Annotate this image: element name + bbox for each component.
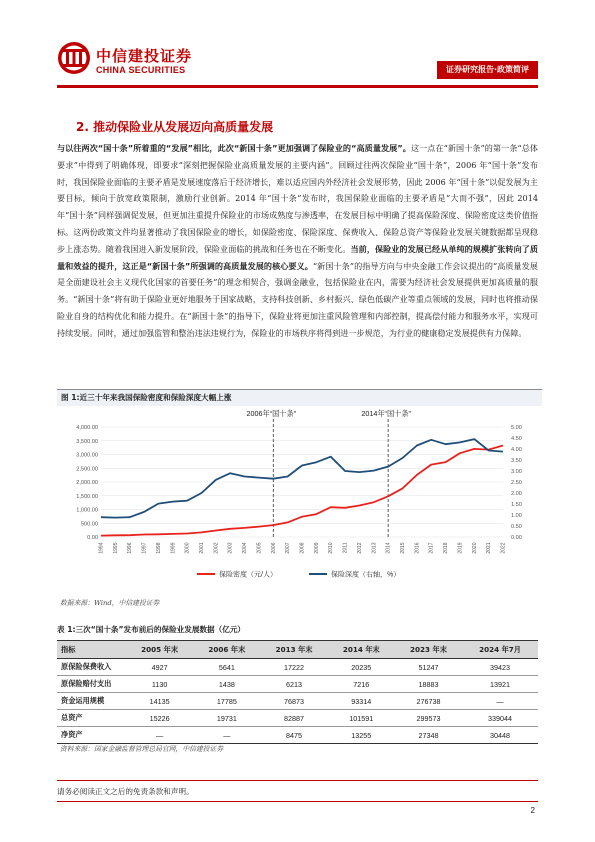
- table-title: 表 1:三次“国十条”发布前后的保险业发展数据（亿元）: [57, 625, 246, 634]
- x-tick-label: 2019: [457, 542, 464, 554]
- y-right-tick-label: 2.50: [511, 480, 522, 486]
- legend-label: 保险深度（右轴，%）: [331, 571, 401, 579]
- y-left-tick-label: 1,000.00: [76, 507, 98, 514]
- y-left-tick-label: 500.00: [80, 521, 98, 528]
- table-cell: 17785: [193, 693, 260, 710]
- y-left-tick-label: 1,500.00: [76, 493, 98, 500]
- paragraph-text: 这一点在“新国十条”的第一条“总体要求”中得到了明确体现，即要求“深刻把握保险业高质量发展的主要内涵”。回顾过往两次保险业“国十条”，2006 年“国十条”发布时，我国保险业面临的主要矛盾是发展速度落后于经济增长，难以适应国内外经济社会发展形势，因此 2006 年“国十条”以促发展为主要目标，倾向于放宽政策限制，激励行业创新。2014 年“国十条”发布时，我国保险业面临的主要矛盾是“大而不强”，因此 2014 年“国十条”同样强调促发展，但更加注重提升保险业的市场成熟度与渗透率，在发展目标中明确了提高保险深度、保险密度这类价值指标。这两份政策文件均显著推动了我国保险业的增长，如保险密度、保险深度、保费收入、保险总资产等保险业发展关键数据都呈现稳步上涨态势。随着我国进入新发展阶段，保险业面临的挑战和任务也在不断变化。: [57, 143, 538, 254]
- table-cell: 7216: [328, 676, 395, 693]
- header-divider: [57, 85, 538, 88]
- brand-name-cn: 中信建投证券: [96, 47, 193, 65]
- row-label: 原保险保费收入: [57, 659, 126, 676]
- table-cell: 1438: [193, 676, 260, 693]
- table-cell: 101591: [328, 710, 395, 727]
- table-cell: 15226: [126, 710, 193, 727]
- table-cell: —: [193, 727, 260, 744]
- column-header: 2005 年末: [126, 641, 193, 659]
- x-tick-label: 2017: [428, 542, 435, 554]
- table-cell: 27348: [395, 727, 462, 744]
- y-right-tick-label: 5.00: [511, 425, 522, 431]
- x-tick-label: 2020: [471, 542, 478, 554]
- annotation-label: 2006年“国十条”: [246, 409, 297, 418]
- y-right-tick-label: 4.50: [511, 436, 522, 442]
- x-tick-label: 2010: [328, 542, 335, 554]
- table-row: [57, 693, 538, 710]
- y-right-tick-label: 4.00: [511, 447, 522, 453]
- table-cell: 20235: [328, 659, 395, 676]
- brand-name-en: CHINA SECURITIES: [96, 65, 186, 75]
- table-cell: 76873: [260, 693, 327, 710]
- table-cell: 4927: [126, 659, 193, 676]
- x-tick-label: 2014: [385, 542, 392, 554]
- series-line-1: [101, 439, 503, 517]
- x-tick-label: 2013: [371, 542, 378, 554]
- table-cell: 1130: [126, 676, 193, 693]
- table-cell: 82887: [260, 710, 327, 727]
- insurance-data-table: [57, 640, 538, 744]
- x-tick-label: 2008: [299, 542, 306, 554]
- table-cell: 5641: [193, 659, 260, 676]
- table-cell: 30448: [462, 727, 538, 744]
- table-cell: —: [126, 727, 193, 744]
- y-right-tick-label: 1.00: [511, 513, 522, 519]
- table-cell: —: [462, 693, 538, 710]
- column-header: 2023 年末: [395, 641, 462, 659]
- series-line-0: [101, 446, 503, 536]
- y-left-tick-label: 4,000.00: [76, 425, 98, 431]
- row-label: 原保险赔付支出: [57, 676, 126, 693]
- x-tick-label: 2009: [313, 542, 320, 554]
- annotation-label: 2014年“国十条”: [361, 409, 411, 418]
- table-cell: 6213: [260, 676, 327, 693]
- x-tick-label: 2007: [285, 542, 292, 554]
- table-row: [57, 659, 538, 676]
- x-tick-label: 1994: [98, 542, 105, 554]
- y-left-tick-label: 0.00: [87, 535, 98, 541]
- x-tick-label: 2001: [199, 542, 205, 554]
- y-left-tick-label: 2,000.00: [76, 480, 98, 486]
- paragraph-text: “新国十条”的指导方向与中央金融工作会议提出的“高质量发展是全面建设社会主义现代化国家的首要任务”的理念相契合，强调金融业，包括保险业在内，需要为经济社会发展提供更加高质量的服务。“新国十条”将有助于保险业更好地服务于国家战略，支持科技创新、乡村振兴、绿色低碳产业等重点领域的发展，同时也将推动保险业自身的结构优化和能力提升。在“新国十条”的指导下，保险业将更加注重风险管理和内部控制，提高偿付能力和服务水平，实现可持续发展。同时，通过加强监管和整治违法违规行为，保险业的市场秩序将得到进一步规范，为行业的健康稳定发展提供有力保障。: [57, 260, 538, 338]
- y-right-tick-label: 0.00: [511, 535, 522, 541]
- legend-label: 保险密度（元/人）: [219, 571, 277, 579]
- table-cell: 93314: [328, 693, 395, 710]
- table-cell: 299573: [395, 710, 462, 727]
- x-tick-label: 1997: [141, 542, 148, 554]
- row-label: 总资产: [57, 710, 126, 727]
- x-tick-label: 2005: [256, 542, 263, 554]
- report-type-tag: 证券研究报告·政策简评: [437, 61, 538, 79]
- column-header: 2006 年末: [193, 641, 260, 659]
- y-left-tick-label: 3,500.00: [76, 438, 98, 445]
- section-title: 2. 推动保险业从发展迈向高质量发展: [76, 120, 274, 134]
- table-cell: 18883: [395, 676, 462, 693]
- y-left-tick-label: 2,500.00: [76, 466, 98, 473]
- x-tick-label: 2006: [270, 542, 277, 554]
- footer-divider: [57, 780, 538, 781]
- x-tick-label: 2015: [400, 542, 406, 554]
- table-row: [57, 676, 538, 693]
- table-cell: 339044: [462, 710, 538, 727]
- table-cell: 17222: [260, 659, 327, 676]
- x-tick-label: 2018: [443, 542, 450, 554]
- y-right-tick-label: 3.00: [511, 469, 522, 475]
- table-cell: 276738: [395, 693, 462, 710]
- row-label: 资金运用规模: [57, 693, 126, 710]
- x-tick-label: 2021: [486, 542, 493, 554]
- column-header: 2024 年7月: [462, 641, 538, 659]
- x-tick-label: 2003: [227, 542, 234, 554]
- x-tick-label: 2002: [213, 542, 220, 554]
- row-label: 净资产: [57, 727, 126, 744]
- x-tick-label: 2004: [242, 542, 249, 554]
- emphasis-text: 当前，保险业的发展已经从单纯的规模扩张转向了质量和效益的提升，这正是“新国十条”所强调的高质量发展的核心要义。: [57, 243, 538, 271]
- disclaimer-note: 请务必阅读正文之后的免责条款和声明。: [57, 787, 194, 796]
- y-right-tick-label: 0.50: [511, 524, 522, 530]
- table-cell: 8475: [260, 727, 327, 744]
- page-number: 2: [530, 806, 535, 815]
- body-paragraph: [57, 140, 538, 342]
- footer-divider-bottom: [57, 801, 538, 802]
- y-right-tick-label: 2.00: [511, 491, 522, 497]
- x-tick-label: 1996: [127, 542, 134, 554]
- table-cell: 51247: [395, 659, 462, 676]
- figure-title: 图 1:近三十年来我国保险密度和保险深度大幅上涨: [57, 389, 542, 406]
- column-header: 指标: [57, 641, 126, 659]
- x-tick-label: 1999: [170, 542, 177, 554]
- china-securities-logo-icon: [57, 41, 91, 75]
- x-tick-label: 2011: [342, 542, 349, 554]
- column-header: 2013 年末: [260, 641, 327, 659]
- x-tick-label: 1995: [112, 542, 119, 554]
- x-tick-label: 2016: [414, 542, 421, 554]
- table-source: 资料来源：国家金融监督管理总局官网，中信建投证券: [60, 745, 224, 753]
- x-tick-label: 2000: [184, 542, 191, 554]
- x-tick-label: 2022: [500, 542, 507, 554]
- x-tick-label: 1998: [155, 542, 162, 554]
- table-header-row: [57, 641, 538, 659]
- y-left-tick-label: 3,000.00: [76, 452, 98, 459]
- x-tick-label: 2012: [356, 542, 363, 554]
- table-row: [57, 710, 538, 727]
- table-row: [57, 727, 538, 744]
- table-cell: 39423: [462, 659, 538, 676]
- table-cell: 14135: [126, 693, 193, 710]
- y-right-tick-label: 1.50: [511, 502, 522, 508]
- table-cell: 13921: [462, 676, 538, 693]
- table-cell: 19731: [193, 710, 260, 727]
- table-cell: 13255: [328, 727, 395, 744]
- insurance-density-depth-chart: [57, 405, 538, 593]
- column-header: 2014 年末: [328, 641, 395, 659]
- y-right-tick-label: 3.50: [511, 458, 522, 464]
- emphasis-text: 与以往两次“国十条”所着重的“发展”相比，此次“新国十条”更加强调了保险业的“高质量发展”。: [57, 143, 411, 153]
- figure-source: 数据来源：Wind，中信建投证券: [60, 599, 160, 607]
